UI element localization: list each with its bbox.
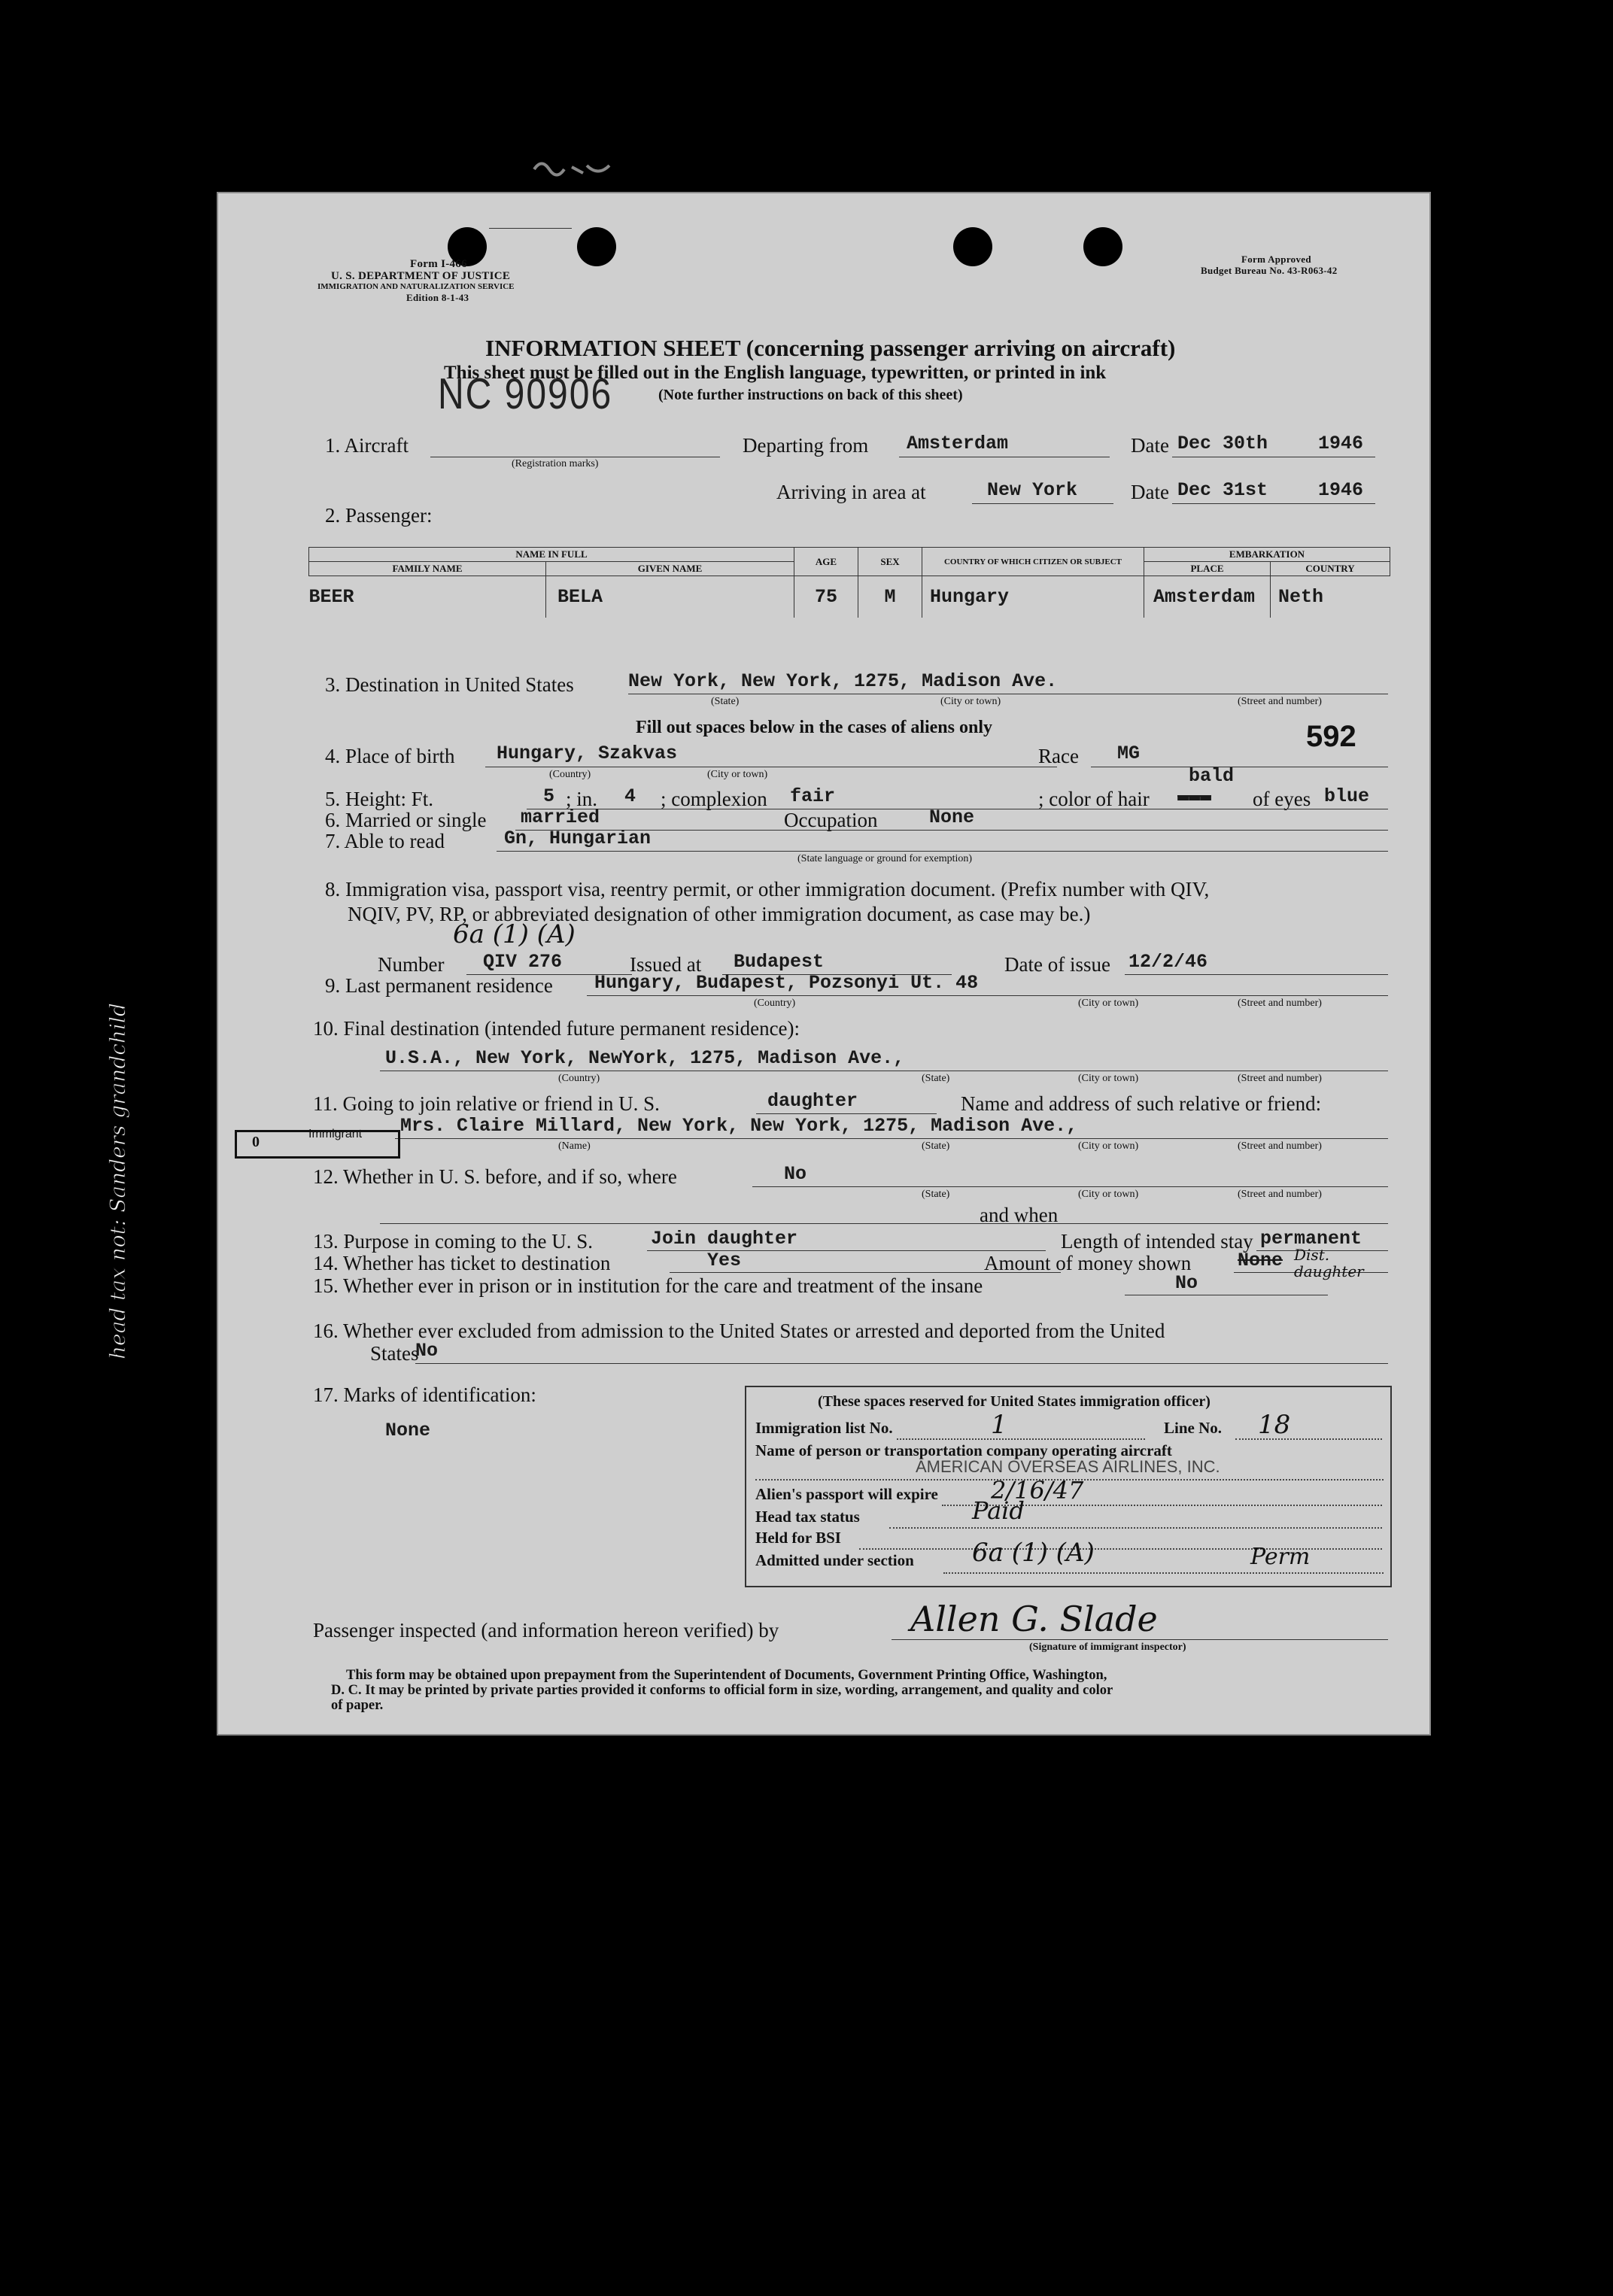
- final-value: U.S.A., New York, NewYork, 1275, Madison Ave.,: [385, 1047, 905, 1069]
- print-note-1: This form may be obtained upon prepayment from the Superintendent of Documents, Government Printing Office, Washington,: [346, 1668, 1107, 1683]
- ticket-value: Yes: [707, 1250, 742, 1271]
- height-label: 5. Height: Ft.: [325, 788, 434, 810]
- passport-label: Alien's passport will expire: [755, 1485, 938, 1503]
- headtax-label: Head tax status: [755, 1508, 860, 1526]
- operator-value: AMERICAN OVERSEAS AIRLINES, INC.: [916, 1457, 1220, 1476]
- caption-street: (Street and number): [1238, 696, 1322, 707]
- note: (Note further instructions on back of this sheet): [658, 387, 963, 403]
- print-note-2: D. C. It may be printed by private parties provided it conforms to official form in size, wording, arrangement, and quality and color: [331, 1683, 1113, 1698]
- th-name-in-full: NAME IN FULL: [309, 548, 794, 562]
- th-given: GIVEN NAME: [546, 562, 794, 576]
- purpose-label: 13. Purpose in coming to the U. S.: [313, 1230, 593, 1253]
- caption-state: (State): [922, 1140, 950, 1152]
- citizen: Hungary: [922, 576, 1144, 618]
- excluded-label-1: 16. Whether ever excluded from admission to the United States or arrested and deported from the United: [313, 1320, 1165, 1342]
- birth-value: Hungary, Szakvas: [497, 743, 678, 764]
- caption-state: (State): [922, 1189, 950, 1200]
- prison-label: 15. Whether ever in prison or in institution for the care and treatment of the insane: [313, 1274, 983, 1297]
- caption-street: (Street and number): [1238, 998, 1322, 1009]
- officer-box: [745, 1386, 1392, 1587]
- stay-value: permanent: [1260, 1228, 1362, 1250]
- edition: Edition 8-1-43: [406, 292, 469, 303]
- residence-value: Hungary, Budapest, Pozsonyi Ut. 48: [594, 972, 979, 994]
- eyes-label: of eyes: [1253, 788, 1311, 810]
- budget-bureau: Budget Bureau No. 43-R063-42: [1201, 265, 1338, 276]
- arriving-date-label: Date: [1131, 481, 1169, 503]
- caption-city: (City or town): [1078, 1140, 1139, 1152]
- join-name-label: Name and address of such relative or friend:: [961, 1092, 1322, 1115]
- issue-date-value: 12/2/46: [1128, 951, 1208, 973]
- race-label: Race: [1038, 745, 1079, 767]
- operator-label: Name of person or transportation company operating aircraft: [755, 1441, 1172, 1459]
- caption-city: (City or town): [1078, 1073, 1139, 1084]
- admitted-value: 6a (1) (A): [972, 1538, 1095, 1568]
- form-page: [105, 192, 1431, 1736]
- marks-value: None: [385, 1420, 431, 1441]
- admitted-label: Admitted under section: [755, 1551, 914, 1569]
- race-value: MG: [1117, 743, 1141, 764]
- visa-label-1: 8. Immigration visa, passport visa, reentry permit, or other immigration document. (Prefix number with QIV,: [325, 878, 1210, 900]
- registration-stamp: NC 90906: [438, 370, 613, 419]
- departing-date-label: Date: [1131, 434, 1169, 457]
- visa-handwritten: 6a (1) (A): [453, 919, 576, 949]
- th-embarkation: EMBARKATION: [1144, 548, 1390, 562]
- caption-street: (Street and number): [1238, 1189, 1322, 1200]
- purpose-value: Join daughter: [651, 1228, 798, 1250]
- arriving-date: Dec 31st: [1177, 479, 1268, 501]
- emb-place: Amsterdam: [1144, 576, 1271, 618]
- caption-state: (State): [922, 1073, 950, 1084]
- punch-hole: [577, 227, 616, 266]
- caption-name: (Name): [558, 1140, 591, 1152]
- read-caption: (State language or ground for exemption): [797, 853, 973, 864]
- join-name-value: Mrs. Claire Millard, New York, New York, 1275, Madison Ave.,: [400, 1115, 1078, 1137]
- caption-street: (Street and number): [1238, 1140, 1322, 1152]
- departing-value: Amsterdam: [907, 433, 1009, 454]
- age: 75: [794, 576, 858, 618]
- stamp-text: Immigrant: [308, 1128, 363, 1140]
- issued-label: Issued at: [630, 953, 702, 976]
- signature-caption: (Signature of immigrant inspector): [1029, 1642, 1186, 1653]
- arriving-label: Arriving in area at: [776, 481, 926, 503]
- number-value: QIV 276: [483, 951, 563, 973]
- department: U. S. DEPARTMENT OF JUSTICE: [331, 270, 511, 282]
- registration-caption: (Registration marks): [512, 458, 599, 469]
- bsi-label: Held for BSI: [755, 1529, 841, 1547]
- admitted-note: Perm: [1250, 1544, 1311, 1570]
- aliens-only-heading: Fill out spaces below in the cases of aliens only: [636, 718, 993, 737]
- caption-city: (City or town): [1078, 1189, 1139, 1200]
- th-emb-country: COUNTRY: [1271, 562, 1390, 576]
- top-dash: [489, 228, 572, 229]
- departing-label: Departing from: [743, 434, 869, 457]
- join-label: 11. Going to join relative or friend in U. S.: [313, 1092, 660, 1115]
- stay-label: Length of intended stay: [1061, 1230, 1253, 1253]
- list-value: 1: [991, 1410, 1007, 1440]
- height-in: 4: [624, 785, 636, 807]
- read-value: Gn, Hungarian: [504, 828, 652, 849]
- immigrant-stamp: [235, 1130, 400, 1159]
- arriving-year: 1946: [1318, 479, 1364, 501]
- caption-state: (State): [711, 696, 740, 707]
- th-country: COUNTRY OF WHICH CITIZEN OR SUBJECT: [922, 548, 1144, 576]
- caption-city: (City or town): [940, 696, 1001, 707]
- line-label: Line No.: [1164, 1419, 1223, 1437]
- destination-value: New York, New York, 1275, Madison Ave.: [628, 670, 1058, 692]
- given-name: BELA: [546, 576, 794, 618]
- caption-city: (City or town): [1078, 998, 1139, 1009]
- read-label: 7. Able to read: [325, 830, 445, 852]
- before-value: No: [784, 1163, 807, 1185]
- married-label: 6. Married or single: [325, 809, 487, 831]
- caption-country: (Country): [754, 998, 796, 1009]
- aircraft-label: 1. Aircraft: [325, 434, 409, 457]
- page-title: INFORMATION SHEET (concerning passenger arriving on aircraft): [485, 335, 1176, 361]
- print-note-3: of paper.: [331, 1698, 384, 1713]
- caption-country: (Country): [558, 1073, 600, 1084]
- line-value: 18: [1258, 1410, 1291, 1440]
- money-handwritten: Dist. daughter: [1294, 1246, 1364, 1280]
- destination-label: 3. Destination in United States: [325, 673, 574, 696]
- th-sex: SEX: [858, 548, 922, 576]
- caption-country: (Country): [549, 769, 591, 780]
- th-family: FAMILY NAME: [309, 562, 546, 576]
- punch-hole: [1083, 227, 1122, 266]
- passenger-table: [308, 547, 1390, 618]
- inspector-signature: Allen G. Slade: [910, 1599, 1158, 1639]
- punch-hole: [953, 227, 992, 266]
- hair-value: bald: [1189, 765, 1235, 787]
- caption-city: (City or town): [707, 769, 768, 780]
- hair-struck: ▬▬▬: [1177, 785, 1212, 807]
- stamp-number: 0: [252, 1134, 260, 1150]
- list-label: Immigration list No.: [755, 1419, 893, 1437]
- service: IMMIGRATION AND NATURALIZATION SERVICE: [317, 282, 515, 291]
- officer-title: (These spaces reserved for United States immigration officer): [818, 1393, 1211, 1410]
- departing-year: 1946: [1318, 433, 1364, 454]
- form-approved: Form Approved: [1241, 254, 1311, 265]
- complexion-value: fair: [790, 785, 836, 807]
- complexion-label: ; complexion: [661, 788, 767, 810]
- inspected-label: Passenger inspected (and information hereon verified) by: [313, 1619, 779, 1642]
- money-label: Amount of money shown: [984, 1252, 1192, 1274]
- ticket-label: 14. Whether has ticket to destination: [313, 1252, 611, 1274]
- issued-value: Budapest: [734, 951, 825, 973]
- list-number: 592: [1306, 720, 1356, 753]
- height-ft: 5: [543, 785, 555, 807]
- headtax-value: Paid: [972, 1496, 1025, 1525]
- scan-mark: [527, 150, 617, 181]
- join-value: daughter: [767, 1090, 858, 1112]
- married-value: married: [521, 806, 600, 828]
- visa-label-2: NQIV, PV, RP, or abbreviated designation of other immigration document, as case may be.): [348, 903, 1091, 925]
- number-label: Number: [378, 953, 445, 976]
- arriving-value: New York: [987, 479, 1078, 501]
- residence-label: 9. Last permanent residence: [325, 974, 553, 997]
- final-label: 10. Final destination (intended future permanent residence):: [313, 1017, 800, 1040]
- instruction: This sheet must be filled out in the English language, typewritten, or printed in ink: [444, 363, 1107, 383]
- departing-date: Dec 30th: [1177, 433, 1268, 454]
- and-when-label: and when: [980, 1204, 1059, 1226]
- family-name: BEER: [309, 576, 546, 618]
- money-value: None: [1238, 1250, 1283, 1271]
- occupation-value: None: [929, 806, 975, 828]
- caption-street: (Street and number): [1238, 1073, 1322, 1084]
- emb-country: Neth: [1271, 576, 1390, 618]
- th-age: AGE: [794, 548, 858, 576]
- issue-date-label: Date of issue: [1004, 953, 1110, 976]
- birth-label: 4. Place of birth: [325, 745, 455, 767]
- occupation-label: Occupation: [784, 809, 878, 831]
- excluded-label-2: States: [370, 1342, 419, 1365]
- passenger-label: 2. Passenger:: [325, 504, 433, 527]
- height-in-label: ; in.: [566, 788, 598, 810]
- before-label: 12. Whether in U. S. before, and if so, where: [313, 1165, 677, 1188]
- marks-label: 17. Marks of identification:: [313, 1383, 536, 1406]
- hair-label: ; color of hair: [1038, 788, 1150, 810]
- form-number: Form I-466: [410, 258, 467, 270]
- margin-side-note: head tax not: Sanders grandchild: [105, 1003, 130, 1359]
- sex: M: [858, 576, 922, 618]
- th-place: PLACE: [1144, 562, 1271, 576]
- eyes-value: blue: [1324, 785, 1370, 807]
- prison-value: No: [1175, 1272, 1198, 1294]
- passport-value: 2/16/47: [991, 1476, 1084, 1505]
- excluded-value: No: [415, 1340, 439, 1362]
